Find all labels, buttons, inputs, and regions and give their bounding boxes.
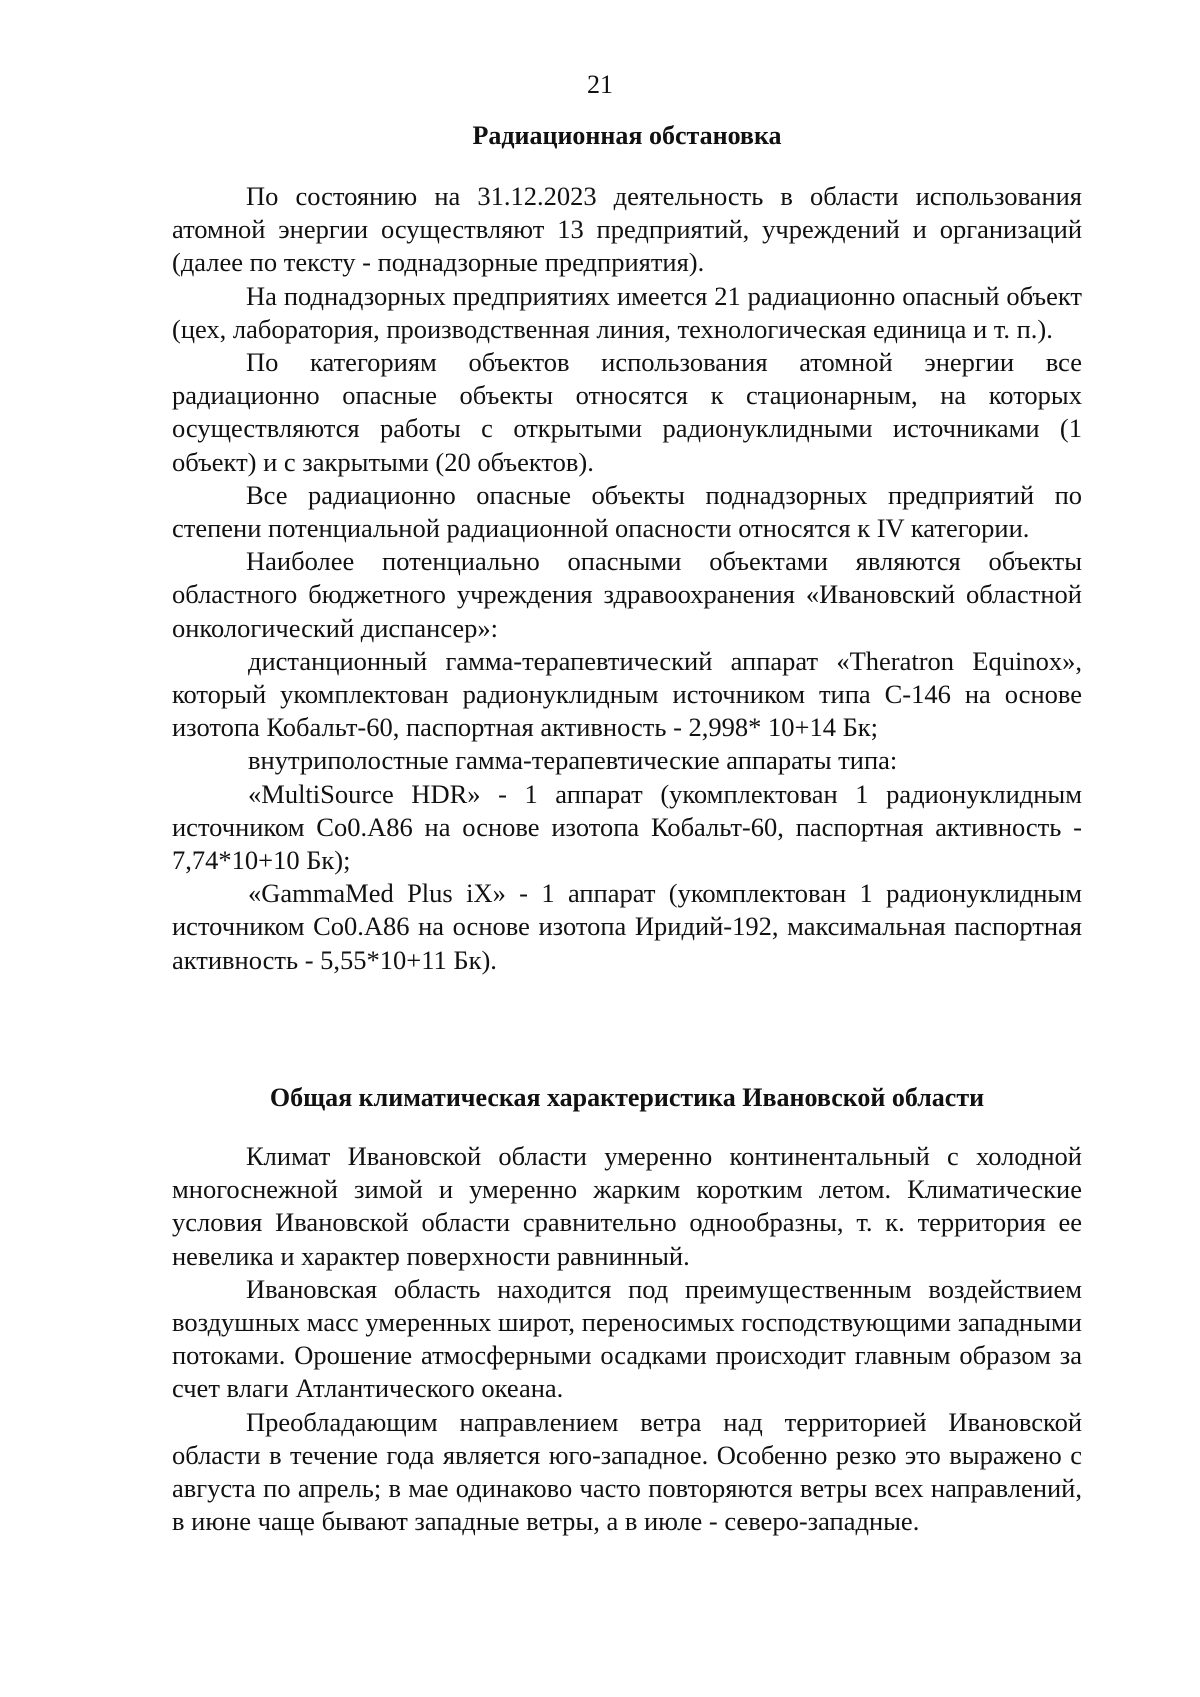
paragraph: По категориям объектов использования атомной энергии все радиационно опасные объекты относятся к стационарным, на которых осуществляются работы с открытыми радионуклидными источниками (1 объект) и с закрытыми (20 объектов). <box>172 347 1082 477</box>
section-title-radiation: Радиационная обстановка <box>472 121 782 150</box>
section-body-radiation <box>172 180 1082 977</box>
paragraph: Наиболее потенциально опасными объектами являются объекты областного бюджетного учреждения здравоохранения «Ивановский областной онкологический диспансер»: <box>172 546 1082 643</box>
list-item: «MultiSource HDR» - 1 аппарат (укомплектован 1 радионуклидным источником Co0.A86 на основе изотопа Кобальт-60, паспортная активность - 7,74*10+10 Бк); <box>172 778 1082 876</box>
section-body-climate <box>172 1140 1082 1538</box>
list-item: «GammaMed Plus iX» - 1 аппарат (укомплектован 1 радионуклидным источником Co0.A86 на основе изотопа Иридий-192, максимальная паспортная активность - 5,55*10+11 Бк). <box>172 878 1082 975</box>
paragraph: Климат Ивановской области умеренно континентальный с холодной многоснежной зимой и умеренно жарким коротким летом. Климатические условия Ивановской области сравнительно однообразны, т. к. территория ее невелика и характер поверхности равнинный. <box>172 1141 1082 1271</box>
paragraph: Ивановская область находится под преимущественным воздействием воздушных масс умеренных широт, переносимых господствующими западными потоками. Орошение атмосферными осадками происходит главным образом за счет влаги Атлантического океана. <box>172 1273 1082 1404</box>
page-number: 21 <box>587 70 613 99</box>
paragraph: Все радиационно опасные объекты поднадзорных предприятий по степени потенциальной радиационной опасности относятся к IV категории. <box>172 479 1082 544</box>
paragraph: Преобладающим направлением ветра над территорией Ивановской области в течение года является юго-западное. Особенно резко это выражено с августа по апрель; в мае одинаково часто повторяются ветры всех направлений, в июне чаще бывают западные ветры, а в июле - северо-западные. <box>172 1406 1082 1537</box>
paragraph: По состоянию на 31.12.2023 деятельность в области использования атомной энергии осуществляют 13 предприятий, учреждений и организаций (далее по тексту - поднадзорные предприятия). <box>172 181 1082 278</box>
list-item: внутриполостные гамма-терапевтические аппараты типа: <box>248 745 898 776</box>
paragraph: На поднадзорных предприятиях имеется 21 радиационно опасный объект (цех, лаборатория, производственная линия, технологическая единица и т. п.). <box>172 280 1082 344</box>
list-item: дистанционный гамма-терапевтический аппарат «Theratron Equinox», который укомплектован радионуклидным источником типа С-146 на основе изотопа Кобальт-60, паспортная активность - 2,998* 10+14 Бк; <box>172 645 1082 743</box>
section-title-climate: Общая климатическая характеристика Ивановской области <box>269 1083 985 1112</box>
